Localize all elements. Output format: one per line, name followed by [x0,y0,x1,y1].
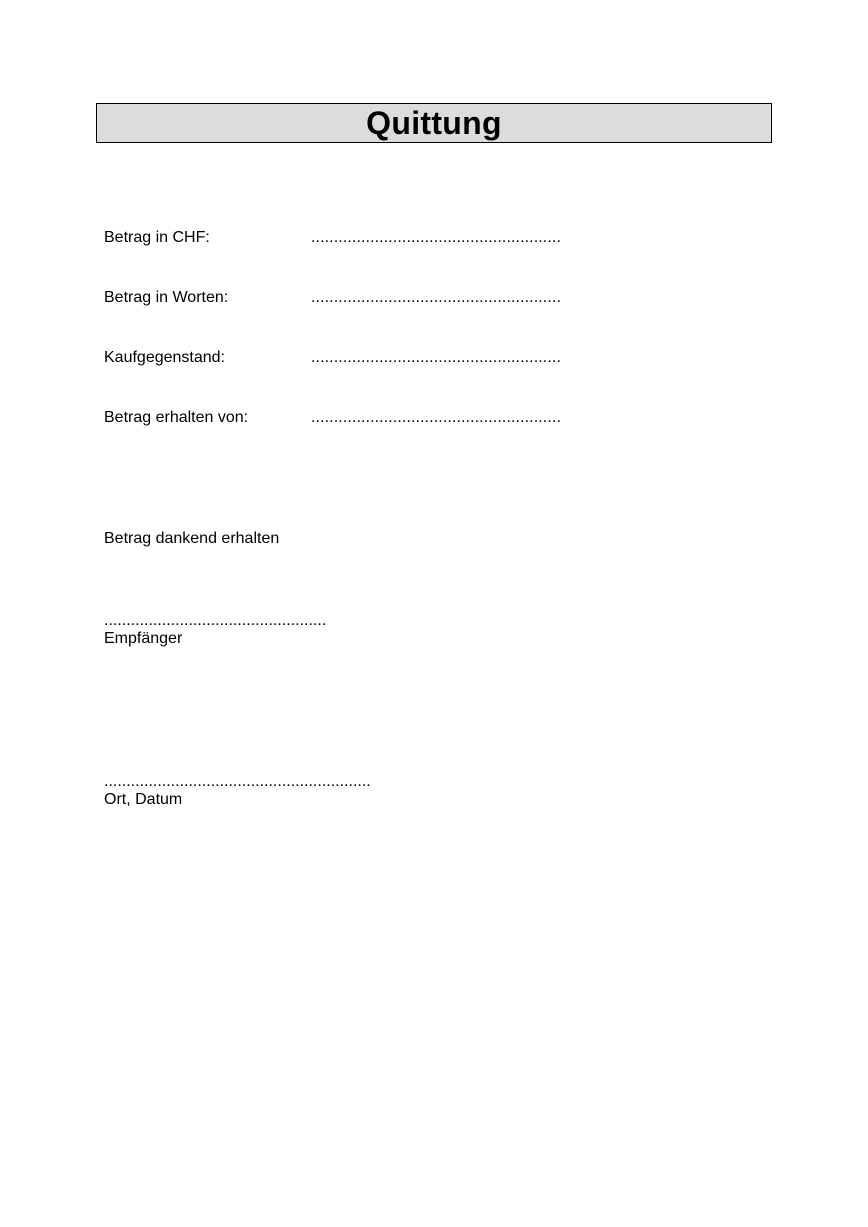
confirmation-text: Betrag dankend erhalten [104,530,280,547]
field-blank-amount-chf: ....................................................... [311,229,561,246]
recipient-label: Empfänger [104,630,183,647]
field-label-amount-words: Betrag in Worten: [104,289,229,306]
place-date-line: ............................................................ [104,773,371,790]
title-banner [96,103,772,143]
field-blank-purchase-item: ....................................................... [311,349,561,366]
field-blank-amount-words: ....................................................... [311,289,561,306]
place-date-label: Ort, Datum [104,791,183,808]
field-label-amount-chf: Betrag in CHF: [104,229,210,246]
recipient-signature-line: .................................................. [104,612,327,629]
field-blank-received-from: ....................................................... [311,409,561,426]
field-label-purchase-item: Kaufgegenstand: [104,349,225,366]
field-label-received-from: Betrag erhalten von: [104,409,249,426]
page-title: Quittung [366,105,502,141]
